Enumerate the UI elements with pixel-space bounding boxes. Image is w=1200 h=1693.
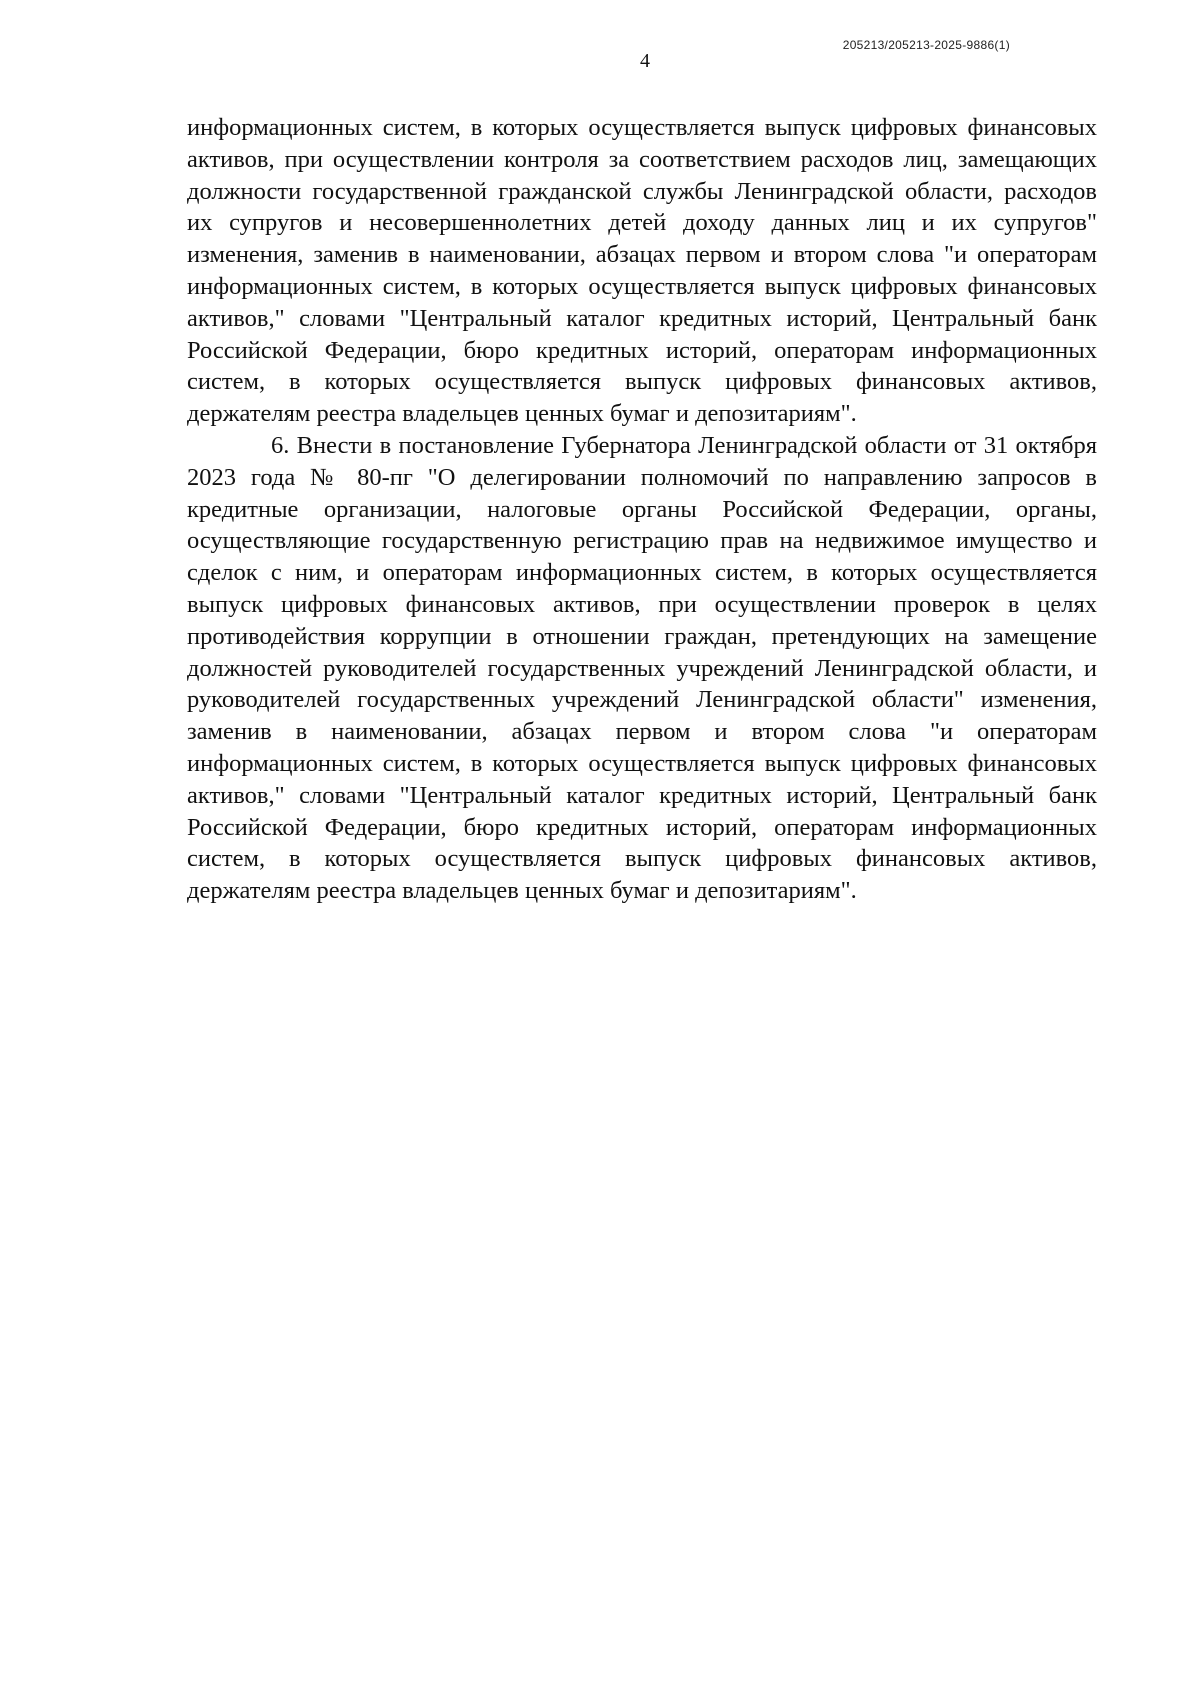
- paragraph-item-6: 6. Внести в постановление Губернатора Ленинградской области от 31 октября 2023 года № 80-пг "О делегировании полномочий по направлению запросов в кредитные организации, налоговые органы Российской Федерации, органы, осуществляющие государственную регистрацию прав на недвижимое имущество и сделок с ним, и операторам информационных систем, в которых осуществляется выпуск цифровых финансовых активов, при осуществлении проверок в целях противодействия коррупции в отношении граждан, претендующих на замещение должностей руководителей государственных учреждений Ленинградской области, и руководителей государственных учреждений Ленинградской области" изменения, заменив в наименовании, абзацах первом и втором слова "и операторам информационных систем, в которых осуществляется выпуск цифровых финансовых активов," словами "Центральный каталог кредитных историй, Центральный банк Российской Федерации, бюро кредитных историй, операторам информационных систем, в которых осуществляется выпуск цифровых финансовых активов, держателям реестра владельцев ценных бумаг и депозитариям".: [187, 431, 1097, 905]
- page-number: 4: [640, 50, 650, 72]
- paragraph-continuation: информационных систем, в которых осуществляется выпуск цифровых финансовых активов, при осуществлении контроля за соответствием расходов лиц, замещающих должности государственной гражданской службы Ленинградской области, расходов их супругов и несовершеннолетних детей доходу данных лиц и их супругов" изменения, заменив в наименовании, абзацах первом и втором слова "и операторам информационных систем, в которых осуществляется выпуск цифровых финансовых активов," словами "Центральный каталог кредитных историй, Центральный банк Российской Федерации, бюро кредитных историй, операторам информационных систем, в которых осуществляется выпуск цифровых финансовых активов, держателям реестра владельцев ценных бумаг и депозитариям".: [187, 114, 1097, 428]
- document-id: 205213/205213-2025-9886(1): [842, 38, 1010, 52]
- document-body: [187, 112, 1097, 907]
